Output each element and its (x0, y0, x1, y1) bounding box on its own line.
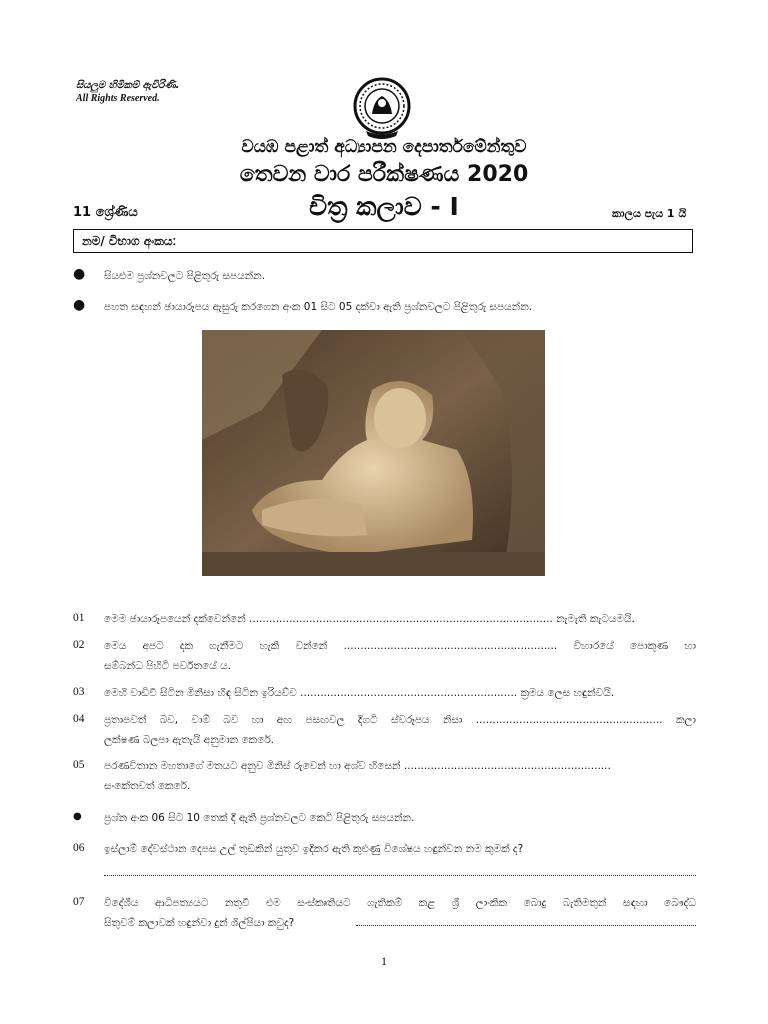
question-text (104, 756, 696, 796)
answer-line[interactable] (104, 875, 696, 876)
question-line: මෙහි වාඩිවී සිටින මිනිසා හිඳ සිටින ඉරියව්ව ................................................................. ක්‍රමය ලෙස හඳුන්වයි. (104, 687, 615, 699)
question-line: සංකේතවත් කෙරේ. (104, 780, 191, 792)
question-text (104, 609, 696, 629)
question-text (104, 839, 696, 859)
question-line: විදේශීය ආධිපත්‍යයට නතුවී එම සංස්කෘතියට ගැතිකම් කළ ශ්‍රී ලාංකික බොදු බැතිමතුන් සඳහා බෞද්ධ (104, 897, 696, 909)
copyright-english: All Rights Reserved. (76, 93, 160, 104)
question-line: ලක්ෂණ බලපා ඇතැයි අනුමාන කෙරේ. (104, 734, 275, 746)
question-text (104, 636, 696, 676)
grade-label: 11 ශ්‍රේණිය (73, 205, 138, 220)
answer-line[interactable] (356, 925, 696, 926)
name-index-label: නම/ විභාග අංකයː (82, 234, 177, 248)
question-line: සිතුවම් කලාවක් හඳුන්වා දුන් ශිල්පියා කවුද? (104, 917, 295, 929)
exam-title: තෙවන වාර පරීක්ෂණය 2020 (239, 162, 529, 187)
question-line: මෙය අපට දක ගැනීමට හැකි වන්නේ ................................................................ විහාරයේ පොකුණ හා (104, 640, 696, 652)
question-number: 03 (73, 686, 85, 698)
question-text (104, 893, 696, 933)
question-number: 01 (73, 612, 85, 624)
name-index-box[interactable] (73, 229, 693, 253)
instruction-1: සියළුම ප්‍රශ්නවලට පිළිතුරු සපයන්න. (104, 270, 266, 282)
copyright-sinhala: සියලුම හිමිකම් ඇවිරිණි. (76, 80, 180, 91)
question-text (104, 710, 696, 750)
question-line: මෙම ඡායාරූපයෙන් දක්වෙන්නේ ........................................................................................... නැමැති කැටයමයි. (104, 613, 635, 625)
rock-carving-photo (202, 330, 545, 576)
question-line: ඉස්ලාම් දේවස්ථාන දෙපස උල් තුඩකින් යුතුව ඉදිකර ඇති කුළුණු විශේෂය හඳුන්වන නම කුමක් ද? (104, 843, 524, 855)
bullet-icon: ● (73, 297, 86, 313)
question-line: පරණවිතාන මහතාගේ මතයට අනුව මිනිස් රුවෙන් හා අශ්ව හිසෙන් .............................................................. (104, 760, 611, 772)
instruction-2: පහත සඳහන් ඡායාරූපය ඇසුරු කරගෙන අංක 01 සිට 05 දක්වා ඇති ප්‍රශ්නවලට පිළිතුරු සපයන්න. (104, 301, 533, 313)
question-number: 07 (73, 896, 85, 908)
department-seal-emblem (352, 76, 412, 142)
bullet-icon: ● (73, 811, 82, 822)
subject-title: චිත්‍ර කලාව - I (309, 192, 459, 221)
question-number: 05 (73, 759, 85, 771)
page-number: 1 (381, 954, 387, 968)
question-number: 04 (73, 713, 85, 725)
question-number: 02 (73, 639, 85, 651)
question-text (104, 683, 696, 703)
department-title: වයඹ පළාත් අධ්‍යාපන දෙපාර්තමේන්තුව (241, 137, 527, 157)
question-line: ප්‍රතාපවත් බව, වාම් බව හා අඟ පසඟවල දිගටි ස්වරූපය නිසා ........................................................ කලා (104, 714, 696, 726)
instruction-short-answer: ප්‍රශ්න අංක 06 සිට 10 තෙක් දී ඇති ප්‍රශ්නවලට කෙටි පිළිතුරු සපයන්න. (104, 812, 415, 824)
time-allowed: කාලය පැය 1 යි (612, 207, 687, 220)
question-number: 06 (73, 842, 85, 854)
bullet-icon: ● (73, 266, 86, 282)
question-line: සම්බන්ධ පිහිටි පර්වතයේ ය. (104, 660, 231, 672)
